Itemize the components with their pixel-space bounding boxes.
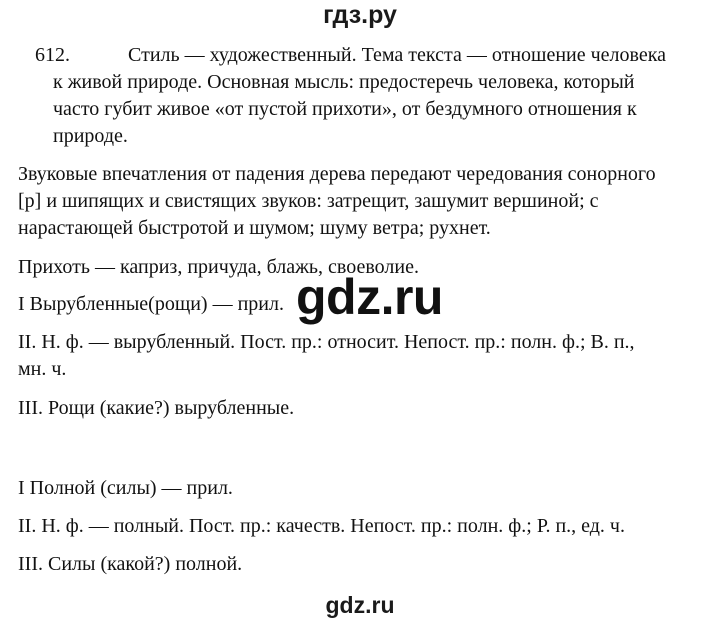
intro-line-2: к живой природе. Основная мысль: предостеречь человека, который — [53, 71, 635, 93]
sounds-line-2: [р] и шипящих и свистящих звуков: затрещит, зашумит вершиной; с — [18, 190, 599, 212]
analysis-1-part-2-line-1: II. Н. ф. — вырубленный. Пост. пр.: относит. Непост. пр.: полн. ф.; В. п., — [18, 331, 635, 353]
analysis-2-part-1: I Полной (силы) — прил. — [18, 477, 233, 499]
sounds-line-3: нарастающей быстротой и шумом; шуму ветра; рухнет. — [18, 217, 491, 239]
watermark-bottom: gdz.ru — [325, 592, 395, 618]
analysis-1-part-3: III. Рощи (какие?) вырубленные. — [18, 397, 295, 419]
synonyms-line: Прихоть — каприз, причуда, блажь, своеволие. — [18, 256, 419, 278]
analysis-2-part-3: III. Силы (какой?) полной. — [18, 553, 243, 575]
exercise-number: 612. — [35, 44, 70, 66]
intro-line-3: часто губит живое «от пустой прихоти», от бездумного отношения к — [53, 98, 637, 120]
analysis-2-part-2: II. Н. ф. — полный. Пост. пр.: качеств. Непост. пр.: полн. ф.; Р. п., ед. ч. — [18, 515, 625, 537]
intro-line-4: природе. — [53, 125, 128, 147]
watermark-middle: gdz.ru — [296, 269, 443, 325]
analysis-1-part-2-line-2: мн. ч. — [18, 358, 67, 380]
watermark-top: гдз.ру — [323, 1, 397, 29]
analysis-1-part-1: I Вырубленные(рощи) — прил. — [18, 293, 284, 315]
sounds-line-1: Звуковые впечатления от падения дерева передают чередования сонорного — [18, 163, 656, 185]
intro-line-1-text: Стиль — художественный. Тема текста — отношение человека — [128, 44, 667, 66]
intro-line-1 — [35, 42, 666, 68]
